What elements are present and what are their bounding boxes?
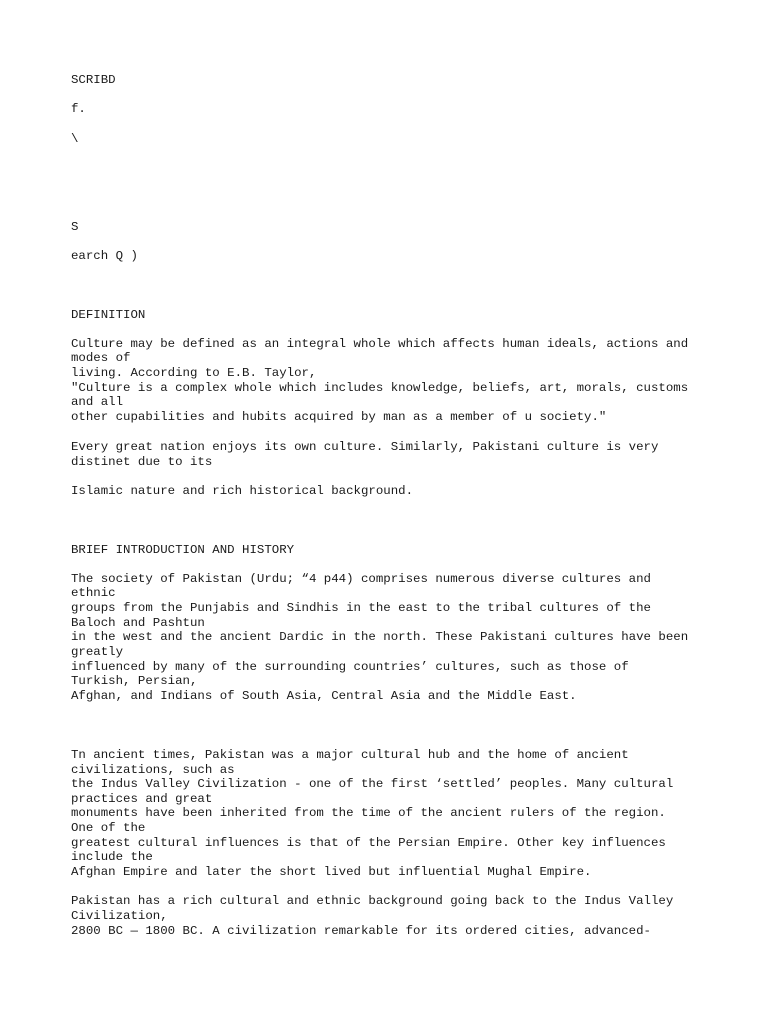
paragraph-line: "Culture is a complex whole which includes knowledge, beliefs, art, morals, customs xyxy=(71,381,689,395)
paragraph-line: practices and great xyxy=(71,792,213,806)
paragraph-line: the Indus Valley Civilization - one of the first ‘settled’ peoples. Many cultural xyxy=(71,777,674,791)
paragraph-line: Turkish, Persian, xyxy=(71,674,198,688)
paragraph-line: civilizations, such as xyxy=(71,763,235,777)
paragraph-line: living. According to E.B. Taylor, xyxy=(71,366,317,380)
search-text: earch Q ) xyxy=(71,249,138,263)
section-heading-definition: DEFINITION xyxy=(71,308,146,322)
paragraph-line: Afghan Empire and later the short lived but influential Mughal Empire. xyxy=(71,865,592,879)
paragraph-line: Every great nation enjoys its own culture. Similarly, Pakistani culture is very xyxy=(71,440,659,454)
paragraph-line: ethnic xyxy=(71,586,116,600)
header-fragment: \ xyxy=(71,132,79,146)
paragraph-line: Culture may be defined as an integral whole which affects human ideals, actions and xyxy=(71,337,689,351)
brand-text: SCRIBD xyxy=(71,73,116,87)
paragraph-line: modes of xyxy=(71,351,131,365)
paragraph-line: other cupabilities and hubits acquired by man as a member of u society." xyxy=(71,410,607,424)
paragraph-line: Afghan, and Indians of South Asia, Central Asia and the Middle East. xyxy=(71,689,577,703)
header-fragment: f. xyxy=(71,102,86,116)
paragraph-line: Tn ancient times, Pakistan was a major cultural hub and the home of ancient xyxy=(71,748,629,762)
paragraph-line: Baloch and Pashtun xyxy=(71,616,205,630)
paragraph-line: 2800 BC — 1800 BC. A civilization remarkable for its ordered cities, advanced- xyxy=(71,924,651,938)
paragraph-line: in the west and the ancient Dardic in the north. These Pakistani cultures have been xyxy=(71,630,689,644)
paragraph-line: The society of Pakistan (Urdu; “4 p44) comprises numerous diverse cultures and xyxy=(71,572,651,586)
paragraph-line: distinet due to its xyxy=(71,455,213,469)
paragraph-line: and all xyxy=(71,395,124,409)
paragraph-line: influenced by many of the surrounding countries’ cultures, such as those of xyxy=(71,660,629,674)
paragraph-line: monuments have been inherited from the time of the ancient rulers of the region. xyxy=(71,806,666,820)
paragraph-line: greatly xyxy=(71,645,124,659)
section-heading-history: BRIEF INTRODUCTION AND HISTORY xyxy=(71,543,295,557)
paragraph-line: include the xyxy=(71,850,153,864)
paragraph-line: greatest cultural influences is that of the Persian Empire. Other key influences xyxy=(71,836,666,850)
paragraph-line: One of the xyxy=(71,821,146,835)
paragraph-line: Pakistan has a rich cultural and ethnic background going back to the Indus Valley xyxy=(71,894,674,908)
paragraph-line: groups from the Punjabis and Sindhis in the east to the tribal cultures of the xyxy=(71,601,651,615)
header-fragment: S xyxy=(71,220,79,234)
paragraph-line: Islamic nature and rich historical background. xyxy=(71,484,414,498)
paragraph-line: Civilization, xyxy=(71,909,168,923)
